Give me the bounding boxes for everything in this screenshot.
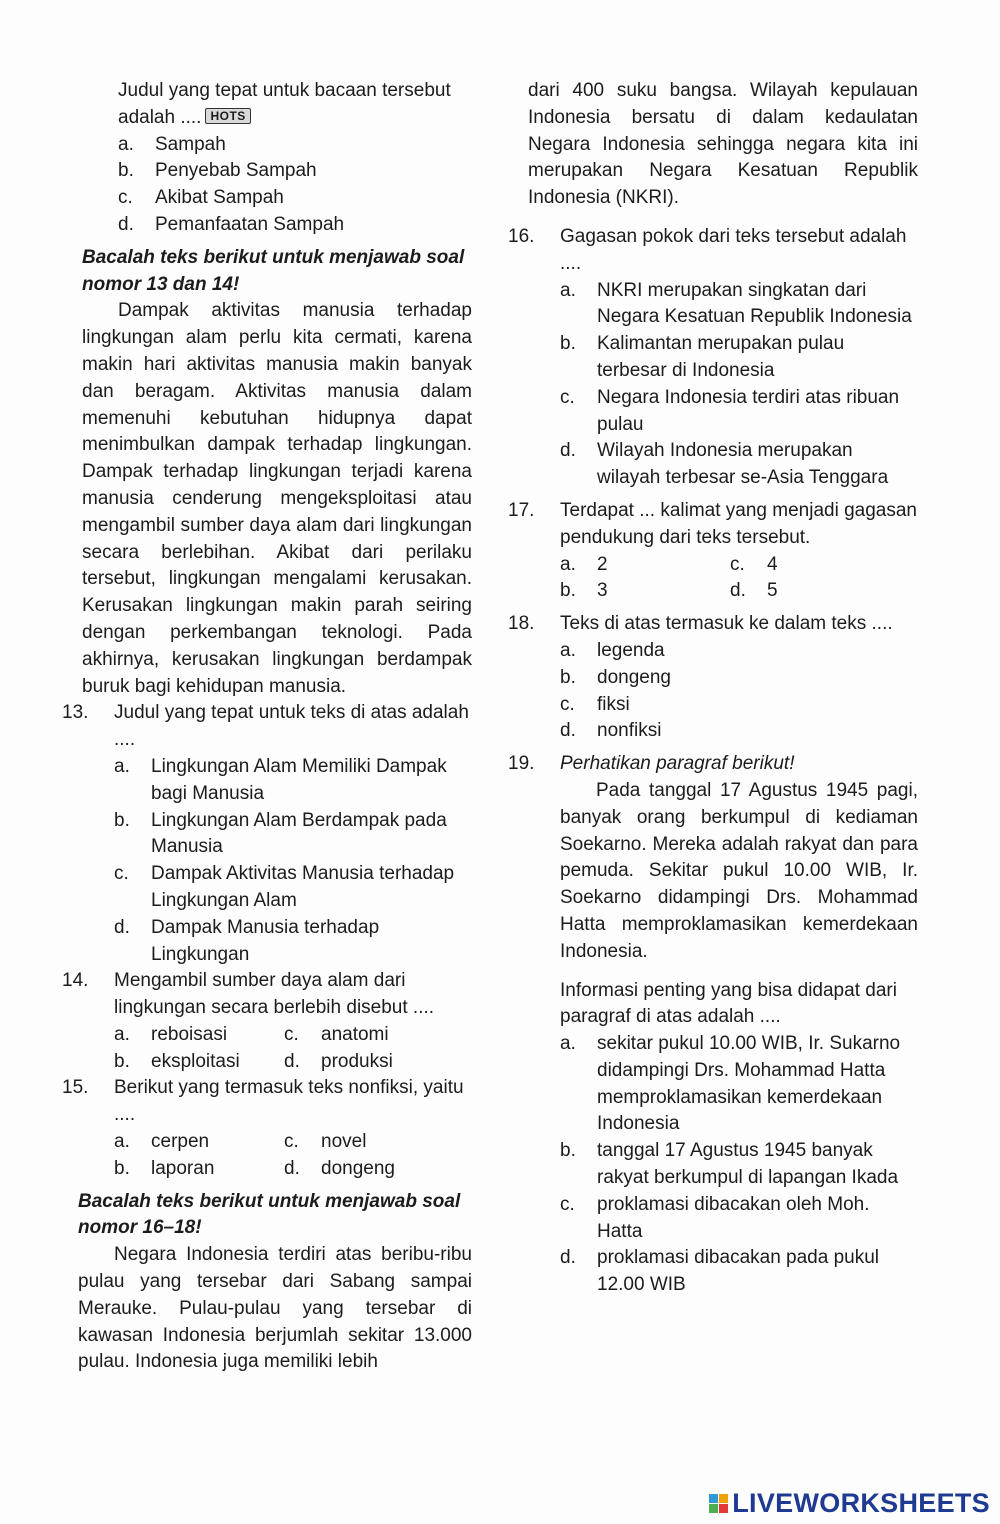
liveworksheets-logo[interactable] [709, 1488, 990, 1518]
q18-option-b[interactable] [560, 665, 918, 692]
q18-option-c[interactable] [560, 692, 918, 719]
option-letter: d. [560, 1247, 576, 1269]
question-17 [508, 498, 918, 605]
option-letter: d. [284, 1157, 300, 1179]
option-text: Penyebab Sampah [155, 160, 317, 182]
option-letter: a. [118, 133, 134, 155]
option-text: 5 [767, 580, 778, 602]
q13-option-b[interactable] [114, 808, 472, 862]
option-letter: c. [118, 187, 133, 209]
option-text: Dampak Aktivitas Manusia terhadap Lingkungan Alam [151, 863, 455, 911]
option-text: cerpen [151, 1131, 210, 1153]
q14-options [114, 1022, 472, 1076]
question-number: 19. [508, 753, 535, 775]
q15-option-c[interactable] [284, 1129, 472, 1156]
option-text: novel [321, 1131, 367, 1153]
option-letter: d. [560, 720, 576, 742]
q17-option-b[interactable] [560, 578, 730, 605]
q12-options [62, 132, 472, 239]
option-letter: d. [284, 1050, 300, 1072]
q17-option-a[interactable] [560, 552, 730, 579]
option-text: sekitar pukul 10.00 WIB, Ir. Sukarno didampingi Drs. Mohammad Hatta memproklamasikan kemerdekaan Indonesia [597, 1033, 901, 1135]
liveworksheets-logo-icon [709, 1494, 728, 1513]
q17-options [560, 552, 918, 606]
q15-option-b[interactable] [114, 1156, 284, 1183]
q13-option-a[interactable] [114, 754, 472, 808]
q16-option-c[interactable] [560, 385, 918, 439]
q14-option-d[interactable] [284, 1049, 472, 1076]
option-letter: c. [730, 553, 745, 575]
q19-option-c[interactable] [560, 1192, 918, 1246]
option-letter: b. [560, 580, 576, 602]
option-letter: c. [560, 386, 575, 408]
passage-16-18-part2: dari 400 suku bangsa. Wilayah kepulauan Indonesia bersatu di dalam kedaulatan Negara Indonesia sehingga negara kita ini merupakan Negara Kesatuan Republik Indonesia (NKRI). [528, 80, 918, 209]
option-text: Akibat Sampah [155, 187, 284, 209]
question-stem: Perhatikan paragraf berikut! [560, 753, 795, 775]
option-letter: b. [560, 1140, 576, 1162]
question-number: 15. [62, 1077, 89, 1099]
brand-text: LIVEWORKSHEETS [732, 1488, 990, 1518]
option-text: Sampah [155, 133, 226, 155]
question-19 [508, 751, 918, 1299]
q12-option-a[interactable] [118, 132, 472, 159]
option-text: 4 [767, 553, 778, 575]
logo-square-1 [709, 1494, 718, 1503]
question-15 [62, 1075, 472, 1182]
hots-badge: HOTS [205, 108, 250, 124]
option-text: dongeng [321, 1157, 395, 1179]
question-number: 14. [62, 970, 89, 992]
option-letter: c. [284, 1023, 299, 1045]
q12-stem [62, 78, 472, 132]
option-letter: c. [560, 1193, 575, 1215]
right-column [508, 78, 918, 1299]
q16-option-a[interactable] [560, 278, 918, 332]
option-text: Lingkungan Alam Berdampak pada Manusia [151, 809, 447, 858]
q16-option-b[interactable] [560, 331, 918, 385]
option-text: Lingkungan Alam Memiliki Dampak bagi Manusia [151, 755, 447, 804]
question-number: 13. [62, 702, 89, 724]
option-letter: c. [114, 863, 129, 885]
passage-16-18-part1: Negara Indonesia terdiri atas beribu-ribu pulau yang tersebar dari Sabang sampai Merauke. Pulau-pulau yang tersebar di kawasan Indonesia berjumlah sekitar 13.000 pulau. Indonesia juga memiliki lebih [78, 1244, 472, 1373]
option-text: Wilayah Indonesia merupakan wilayah terbesar se-Asia Tenggara [597, 440, 889, 489]
question-number: 17. [508, 499, 535, 521]
option-text: NKRI merupakan singkatan dari Negara Kesatuan Republik Indonesia [597, 279, 912, 328]
option-letter: a. [560, 639, 576, 661]
q17-option-d[interactable] [730, 578, 918, 605]
question-14 [62, 968, 472, 1075]
question-number: 16. [508, 225, 535, 247]
option-letter: d. [730, 580, 746, 602]
logo-square-3 [709, 1504, 718, 1513]
question-stem: Teks di atas termasuk ke dalam teks .... [560, 613, 893, 635]
q15-option-d[interactable] [284, 1156, 472, 1183]
instruction-13-14: Bacalah teks berikut untuk menjawab soal nomor 13 dan 14! [82, 246, 465, 295]
q14-option-b[interactable] [114, 1049, 284, 1076]
option-letter: d. [118, 213, 134, 235]
option-text: reboisasi [151, 1023, 228, 1045]
q19-option-b[interactable] [560, 1138, 918, 1192]
option-letter: b. [114, 1157, 130, 1179]
option-letter: c. [284, 1131, 299, 1153]
option-letter: b. [560, 333, 576, 355]
option-letter: a. [560, 279, 576, 301]
option-letter: b. [118, 160, 134, 182]
q12-option-c[interactable] [118, 185, 472, 212]
option-text: fiksi [597, 693, 630, 715]
option-letter: d. [114, 916, 130, 938]
q14-option-a[interactable] [114, 1022, 284, 1049]
question-stem: Gagasan pokok dari teks tersebut adalah .... [560, 225, 907, 274]
q18-option-a[interactable] [560, 638, 918, 665]
logo-square-4 [719, 1504, 728, 1513]
option-letter: c. [560, 693, 575, 715]
q13-option-c[interactable] [114, 861, 472, 915]
option-text: proklamasi dibacakan oleh Moh. Hatta [597, 1193, 870, 1242]
option-letter: a. [560, 1033, 576, 1055]
option-text: laporan [151, 1157, 215, 1179]
q15-options [114, 1129, 472, 1183]
question-16 [508, 224, 918, 492]
q12-stem-text: Judul yang tepat untuk bacaan tersebut adalah .... [118, 80, 451, 128]
passage-13-14: Dampak aktivitas manusia terhadap lingkungan alam perlu kita cermati, karena makin hari aktivitas manusia makin banyak dan beragam. Aktivitas manusia dalam memenuhi kebutuhan hidupnya dapat menimbulkan dampak terhadap lingkungan. Dampak terhadap lingkungan terjadi karena manusia cenderung mengeksploitasi atau mengambil sumber daya alam dari lingkungan secara berlebihan. Akibat dari perilaku tersebut, lingkungan mengalami kerusakan. Kerusakan lingkungan makin parah seiring dengan perkembangan teknologi. Pada akhirnya, kerusakan lingkungan berdampak buruk bagi kehidupan manusia. [82, 300, 472, 697]
option-letter: a. [114, 755, 130, 777]
q16-option-d[interactable] [560, 438, 918, 492]
option-text: Kalimantan merupakan pulau terbesar di Indonesia [597, 333, 845, 381]
option-text: legenda [597, 639, 665, 661]
option-letter: a. [114, 1131, 130, 1153]
option-letter: a. [560, 553, 576, 575]
q19-option-d[interactable] [560, 1245, 918, 1299]
q19-option-a[interactable] [560, 1031, 918, 1138]
option-text: Pemanfaatan Sampah [155, 213, 345, 235]
option-text: tanggal 17 Agustus 1945 banyak rakyat berkumpul di lapangan Ikada [597, 1140, 899, 1189]
option-text: proklamasi dibacakan pada pukul 12.00 WIB [597, 1247, 880, 1296]
option-text: dongeng [597, 666, 671, 688]
option-letter: b. [114, 809, 130, 831]
q17-option-c[interactable] [730, 552, 918, 579]
question-stem: Judul yang tepat untuk teks di atas adalah .... [114, 702, 469, 751]
option-letter: a. [114, 1023, 130, 1045]
q12-option-b[interactable] [118, 158, 472, 185]
question-stem: Terdapat ... kalimat yang menjadi gagasan pendukung dari teks tersebut. [560, 499, 917, 548]
option-text: Dampak Manusia terhadap Lingkungan [151, 916, 380, 965]
option-text: 2 [597, 553, 608, 575]
question-18 [508, 611, 918, 745]
q19-question: Informasi penting yang bisa didapat dari paragraf di atas adalah .... [560, 979, 897, 1028]
option-text: produksi [321, 1050, 393, 1072]
question-stem: Berikut yang termasuk teks nonfiksi, yaitu .... [114, 1077, 464, 1126]
option-text: anatomi [321, 1023, 389, 1045]
q14-option-c[interactable] [284, 1022, 472, 1049]
q18-option-d[interactable] [560, 718, 918, 745]
option-letter: b. [560, 666, 576, 688]
option-letter: b. [114, 1050, 130, 1072]
option-text: 3 [597, 580, 608, 602]
q12-option-d[interactable] [118, 212, 472, 239]
left-column [62, 78, 472, 1376]
option-text: nonfiksi [597, 720, 662, 742]
q13-option-d[interactable] [114, 915, 472, 969]
logo-square-2 [719, 1494, 728, 1503]
question-stem: Mengambil sumber daya alam dari lingkungan secara berlebih disebut .... [114, 970, 435, 1019]
option-text: Negara Indonesia terdiri atas ribuan pulau [597, 386, 900, 435]
instruction-16-18: Bacalah teks berikut untuk menjawab soal nomor 16–18! [78, 1190, 461, 1239]
option-letter: d. [560, 440, 576, 462]
q19-passage: Pada tanggal 17 Agustus 1945 pagi, banyak orang berkumpul di kediaman Soekarno. Mereka adalah rakyat dan para pemuda. Sekitar pukul 10.00 WIB, Ir. Soekarno didampingi Drs. Mohammad Hatta memproklamasikan kemerdekaan Indonesia. [560, 779, 918, 962]
option-text: eksploitasi [151, 1050, 240, 1072]
q15-option-a[interactable] [114, 1129, 284, 1156]
question-number: 18. [508, 613, 535, 635]
question-13 [62, 700, 472, 968]
